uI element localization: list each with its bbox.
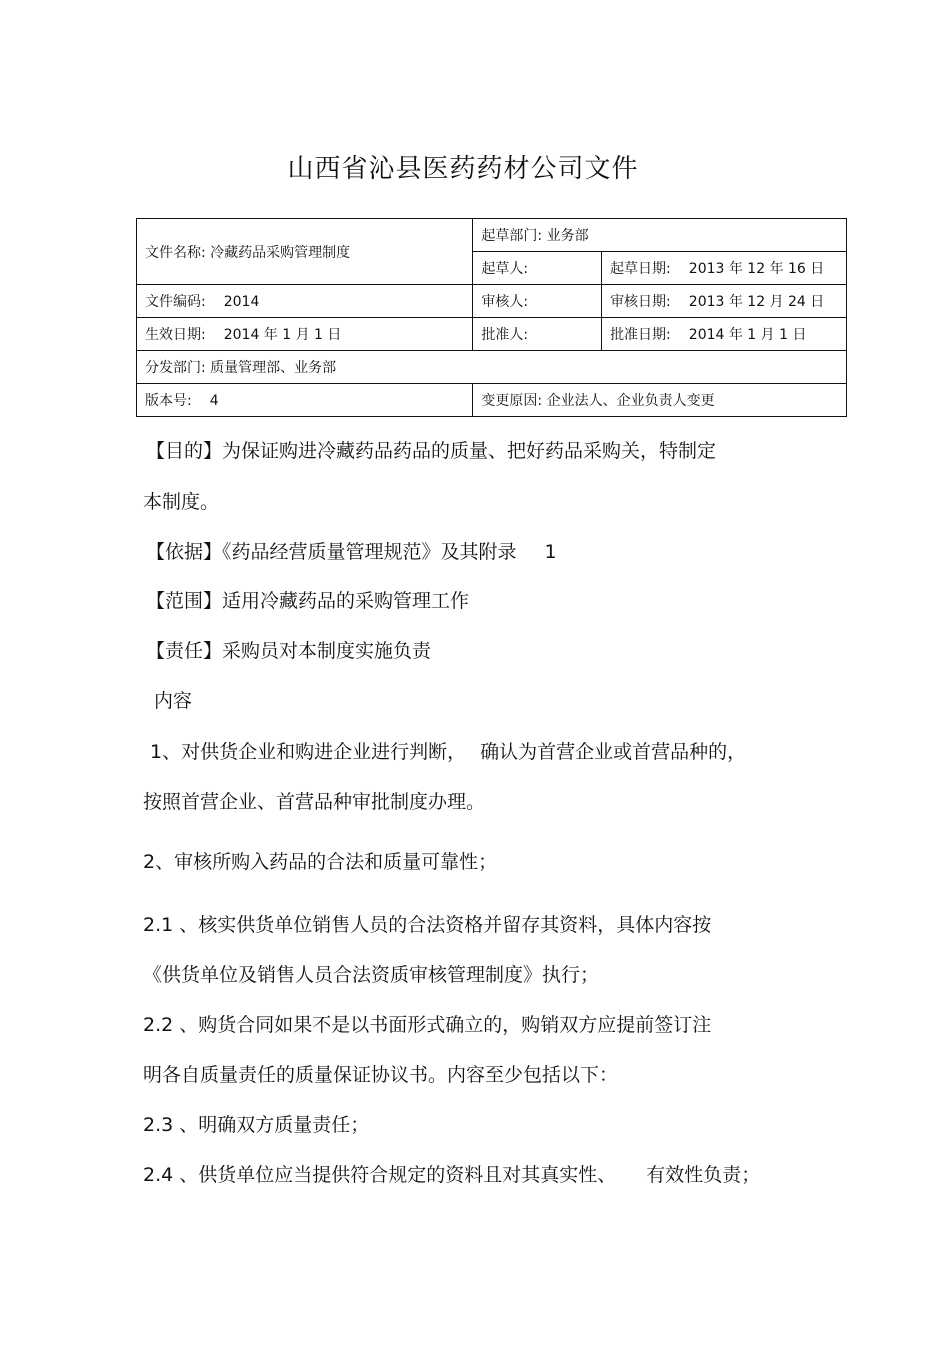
effective-date-value: 2014 年 1 月 1 日 — [223, 327, 342, 343]
version-value: 4 — [209, 393, 219, 409]
table-row — [137, 219, 847, 252]
table-row — [137, 351, 847, 384]
content-heading: 内容 — [154, 690, 193, 712]
item-2-2-line-2: 明各自质量责任的质量保证协议书。内容至少包括以下： — [143, 1064, 619, 1086]
effective-date-label: 生效日期: — [145, 327, 206, 343]
reviewer-label: 审核人: — [481, 294, 529, 310]
item-1-part-a: 1、对供货企业和购进企业进行判断， — [150, 741, 467, 763]
responsibility-line: 【责任】采购员对本制度实施负责 — [146, 640, 432, 662]
table-row — [137, 318, 847, 351]
document-title: 山西省沁县医药药材公司文件 — [287, 154, 639, 184]
basis-number: 1 — [544, 541, 557, 563]
file-code-value: 2014 — [223, 294, 260, 310]
approver-cell — [473, 318, 602, 351]
item-2-2-line-1: 2.2 、购货合同如果不是以书面形式确立的，购销双方应提前签订注 — [143, 1014, 712, 1036]
file-name-cell — [137, 219, 473, 285]
item-2-4-line — [143, 1160, 760, 1187]
effective-date-cell — [137, 318, 473, 351]
draft-dept-value: 业务部 — [546, 228, 589, 244]
approve-date-label: 批准日期: — [610, 327, 671, 343]
change-reason-label: 变更原因: — [481, 393, 543, 409]
basis-line — [146, 537, 557, 564]
file-name-label: 文件名称: — [145, 244, 206, 261]
item-1-part-b: 确认为首营企业或首营品种的， — [480, 741, 747, 763]
item-2-1-line-1: 2.1 、核实供货单位销售人员的合法资格并留存其资料，具体内容按 — [143, 914, 712, 936]
item-2-4-part-b: 有效性负责； — [646, 1164, 761, 1186]
change-reason-value: 企业法人、企业负责人变更 — [546, 393, 715, 409]
distribution-value: 质量管理部、业务部 — [210, 360, 337, 376]
item-1-line-2: 按照首营企业、首营品种审批制度办理。 — [143, 791, 486, 813]
item-2-1-line-2: 《供货单位及销售人员合法资质审核管理制度》执行； — [143, 964, 600, 986]
change-reason-cell — [473, 384, 847, 417]
approve-date-value: 2014 年 1 月 1 日 — [688, 327, 807, 343]
document-meta-table — [136, 218, 847, 417]
scope-line: 【范围】适用冷藏药品的采购管理工作 — [146, 590, 470, 612]
review-date-label: 审核日期: — [610, 294, 671, 310]
item-2-3-line: 2.3 、明确双方质量责任； — [143, 1114, 370, 1136]
drafter-label: 起草人: — [481, 261, 529, 277]
table-row — [137, 384, 847, 417]
review-date-value: 2013 年 12 月 24 日 — [688, 294, 825, 310]
draft-date-cell — [602, 252, 847, 285]
review-date-cell — [602, 285, 847, 318]
approver-label: 批准人: — [481, 327, 529, 343]
item-2-line: 2、审核所购入药品的合法和质量可靠性； — [143, 851, 498, 873]
distribution-label: 分发部门: — [145, 360, 206, 376]
purpose-line-1: 【目的】为保证购进冷藏药品药品的质量、把好药品采购关，特制定 — [146, 440, 717, 462]
version-label: 版本号: — [145, 393, 192, 409]
approve-date-cell — [602, 318, 847, 351]
draft-date-label: 起草日期: — [610, 261, 671, 277]
purpose-line-2: 本制度。 — [143, 491, 220, 513]
draft-date-value: 2013 年 12 年 16 日 — [688, 261, 825, 277]
file-code-label: 文件编码: — [145, 294, 206, 310]
file-name-value: 冷藏药品采购管理制度 — [210, 244, 351, 261]
item-1-line-1 — [150, 737, 746, 764]
file-code-cell — [137, 285, 473, 318]
basis-text: 【依据】《药品经营质量管理规范》及其附录 — [146, 541, 517, 563]
version-cell — [137, 384, 473, 417]
distribution-cell — [137, 351, 847, 384]
drafter-cell — [473, 252, 602, 285]
draft-dept-label: 起草部门: — [481, 228, 543, 244]
reviewer-cell — [473, 285, 602, 318]
draft-dept-cell — [473, 219, 847, 252]
item-2-4-part-a: 2.4 、供货单位应当提供符合规定的资料且对其真实性、 — [143, 1164, 617, 1186]
table-row — [137, 285, 847, 318]
